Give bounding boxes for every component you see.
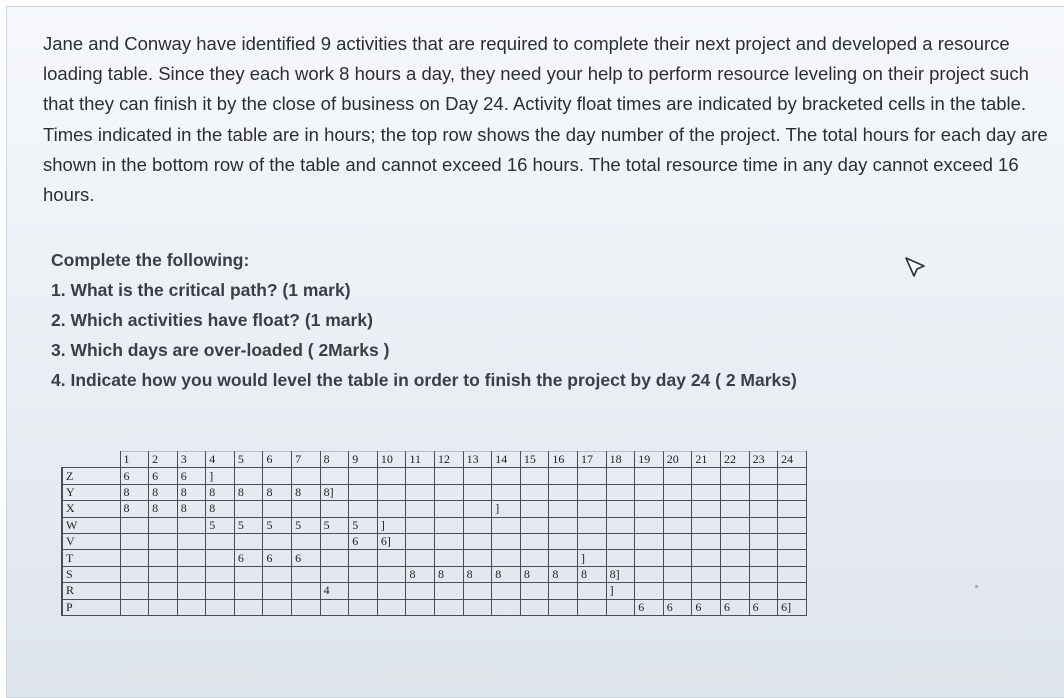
hours-cell: 8 — [578, 566, 607, 582]
hours-cell — [377, 599, 406, 615]
hours-cell — [549, 468, 578, 484]
hours-cell — [234, 566, 263, 582]
hours-cell — [692, 484, 721, 500]
day-number-cell: 16 — [549, 452, 578, 468]
hours-cell — [749, 550, 778, 566]
question-item: 3. Which days are over-loaded ( 2Marks ) — [51, 340, 390, 360]
hours-cell — [435, 484, 464, 500]
hours-cell — [606, 517, 635, 533]
hours-cell — [149, 599, 178, 615]
hours-cell — [578, 517, 607, 533]
hours-cell — [635, 566, 664, 582]
activity-label: V — [62, 533, 120, 549]
hours-cell — [492, 550, 521, 566]
hours-cell — [234, 533, 263, 549]
hours-cell — [549, 583, 578, 599]
hours-cell — [406, 550, 435, 566]
hours-cell — [292, 566, 321, 582]
hours-cell — [349, 501, 378, 517]
hours-cell — [778, 583, 807, 599]
hours-cell — [320, 599, 349, 615]
hours-cell — [263, 533, 292, 549]
hours-cell — [720, 583, 749, 599]
hours-cell — [463, 501, 492, 517]
hours-cell — [149, 517, 178, 533]
hours-cell — [406, 533, 435, 549]
hours-cell — [492, 484, 521, 500]
hours-cell — [692, 501, 721, 517]
hours-cell — [520, 484, 549, 500]
problem-text: Jane and Conway have identified 9 activities that are required to complete their next project and developed a resource loading table. Since they each work 8 hours a day, they need your help to perform resource leveling on their project such that they can finish it by the close of business on Day 24. Activity float times are indicated by bracketed cells in the table. Times indicated in the table are in hours; the top row shows the day number of the project. The total hours for each day are shown in the bottom row of the table and cannot exceed 16 hours. The total resource time in any day cannot exceed 16 hours. — [43, 33, 1048, 206]
hours-cell — [720, 550, 749, 566]
day-number-cell: 2 — [149, 452, 178, 468]
hours-cell: 8 — [177, 484, 206, 500]
hours-cell — [492, 583, 521, 599]
hours-cell: 5 — [349, 517, 378, 533]
hours-cell: 6] — [377, 533, 406, 549]
hours-cell — [435, 583, 464, 599]
hours-cell — [349, 566, 378, 582]
day-number-cell: 12 — [435, 452, 464, 468]
hours-cell — [606, 468, 635, 484]
hours-cell — [292, 501, 321, 517]
hours-cell — [778, 533, 807, 549]
hours-cell — [120, 517, 149, 533]
hours-cell — [177, 583, 206, 599]
resource-loading-table-wrapper — [61, 451, 807, 616]
hours-cell — [435, 468, 464, 484]
hours-cell: 6 — [663, 599, 692, 615]
hours-cell — [492, 533, 521, 549]
hours-cell — [663, 468, 692, 484]
hours-cell: ] — [606, 583, 635, 599]
hours-cell — [578, 533, 607, 549]
hours-cell: 6 — [749, 599, 778, 615]
hours-cell — [120, 599, 149, 615]
hours-cell — [520, 533, 549, 549]
hours-cell — [292, 533, 321, 549]
day-number-cell: 15 — [520, 452, 549, 468]
hours-cell — [463, 550, 492, 566]
hours-cell — [206, 599, 235, 615]
hours-cell — [692, 533, 721, 549]
hours-cell — [435, 501, 464, 517]
hours-cell — [292, 583, 321, 599]
hours-cell — [663, 566, 692, 582]
hours-cell — [463, 484, 492, 500]
hours-cell — [749, 533, 778, 549]
hours-cell — [635, 501, 664, 517]
hours-cell — [663, 517, 692, 533]
hours-cell: 6 — [720, 599, 749, 615]
hours-cell — [720, 501, 749, 517]
hours-cell — [149, 583, 178, 599]
hours-cell — [520, 501, 549, 517]
hours-cell — [749, 583, 778, 599]
hours-cell — [349, 583, 378, 599]
hours-cell — [177, 550, 206, 566]
hours-cell — [606, 599, 635, 615]
hours-cell — [406, 468, 435, 484]
hours-cell — [206, 533, 235, 549]
hours-cell: 8 — [149, 484, 178, 500]
hours-cell — [320, 566, 349, 582]
hours-cell — [263, 468, 292, 484]
hours-cell: 8 — [292, 484, 321, 500]
hours-cell — [635, 583, 664, 599]
activity-row — [62, 501, 806, 517]
hours-cell — [549, 501, 578, 517]
hours-cell — [520, 599, 549, 615]
hours-cell — [120, 533, 149, 549]
hours-cell — [578, 501, 607, 517]
activity-label: X — [62, 501, 120, 517]
hours-cell — [377, 583, 406, 599]
hours-cell — [606, 533, 635, 549]
activity-row — [62, 468, 806, 484]
hours-cell — [263, 501, 292, 517]
hours-cell — [578, 583, 607, 599]
day-number-cell: 20 — [663, 452, 692, 468]
hours-cell — [549, 517, 578, 533]
hours-cell: 8 — [435, 566, 464, 582]
hours-cell — [349, 550, 378, 566]
hours-cell — [320, 501, 349, 517]
hours-cell — [720, 566, 749, 582]
hours-cell — [663, 484, 692, 500]
hours-cell — [177, 517, 206, 533]
hours-cell: 8] — [320, 484, 349, 500]
hours-cell: 6 — [263, 550, 292, 566]
hours-cell — [549, 599, 578, 615]
activity-row — [62, 566, 806, 582]
hours-cell — [720, 517, 749, 533]
hours-cell — [377, 566, 406, 582]
hours-cell — [320, 533, 349, 549]
activity-row — [62, 550, 806, 566]
hours-cell — [635, 517, 664, 533]
activity-label: Y — [62, 484, 120, 500]
hours-cell — [349, 468, 378, 484]
hours-cell — [177, 599, 206, 615]
hours-cell — [206, 583, 235, 599]
hours-cell: 8 — [177, 501, 206, 517]
hours-cell: 6] — [778, 599, 807, 615]
hours-cell — [349, 599, 378, 615]
hours-cell — [692, 517, 721, 533]
hours-cell — [263, 583, 292, 599]
hours-cell: 8 — [149, 501, 178, 517]
hours-cell — [234, 583, 263, 599]
day-number-cell: 13 — [463, 452, 492, 468]
day-number-cell: 4 — [206, 452, 235, 468]
hours-cell: 5 — [206, 517, 235, 533]
hours-cell — [663, 550, 692, 566]
day-number-cell: 21 — [692, 452, 721, 468]
hours-cell — [120, 566, 149, 582]
hours-cell — [778, 484, 807, 500]
hours-cell — [778, 517, 807, 533]
day-number-cell: 7 — [292, 452, 321, 468]
hours-cell: 8 — [120, 484, 149, 500]
hours-cell — [177, 566, 206, 582]
stray-dot — [975, 585, 978, 588]
hours-cell: 6 — [149, 468, 178, 484]
mouse-pointer-icon — [903, 255, 929, 281]
activity-row — [62, 484, 806, 500]
question-item: 1. What is the critical path? (1 mark) — [51, 280, 351, 300]
day-number-cell: 18 — [606, 452, 635, 468]
hours-cell — [692, 566, 721, 582]
hours-cell — [720, 468, 749, 484]
hours-cell: 8 — [234, 484, 263, 500]
hours-cell — [206, 566, 235, 582]
hours-cell: ] — [206, 468, 235, 484]
day-number-cell: 19 — [635, 452, 664, 468]
hours-cell: ] — [377, 517, 406, 533]
content-panel — [6, 6, 1064, 698]
day-number-cell: 22 — [720, 452, 749, 468]
hours-cell: 8 — [492, 566, 521, 582]
hours-cell — [406, 484, 435, 500]
hours-cell: 6 — [635, 599, 664, 615]
hours-cell — [549, 533, 578, 549]
day-number-cell: 1 — [120, 452, 149, 468]
hours-cell — [749, 468, 778, 484]
hours-cell — [778, 566, 807, 582]
hours-cell — [492, 517, 521, 533]
hours-cell: 8 — [263, 484, 292, 500]
hours-cell — [377, 468, 406, 484]
activity-row — [62, 517, 806, 533]
resource-loading-table — [61, 451, 807, 616]
hours-cell — [177, 533, 206, 549]
hours-cell: 6 — [292, 550, 321, 566]
hours-cell — [120, 550, 149, 566]
day-number-cell: 9 — [349, 452, 378, 468]
hours-cell — [635, 468, 664, 484]
hours-cell — [778, 468, 807, 484]
hours-cell — [692, 468, 721, 484]
hours-cell: 5 — [263, 517, 292, 533]
hours-cell — [606, 501, 635, 517]
hours-cell: 8 — [206, 484, 235, 500]
problem-statement — [43, 29, 1063, 210]
hours-cell — [520, 550, 549, 566]
day-number-cell: 10 — [377, 452, 406, 468]
hours-cell: ] — [578, 550, 607, 566]
activity-label: T — [62, 550, 120, 566]
hours-cell — [749, 484, 778, 500]
hours-cell — [377, 484, 406, 500]
day-number-cell: 17 — [578, 452, 607, 468]
hours-cell — [606, 484, 635, 500]
hours-cell: 5 — [320, 517, 349, 533]
hours-cell — [635, 533, 664, 549]
hours-cell — [578, 468, 607, 484]
hours-cell — [377, 501, 406, 517]
hours-cell: 8] — [606, 566, 635, 582]
hours-cell — [149, 533, 178, 549]
hours-cell — [292, 468, 321, 484]
hours-cell — [578, 599, 607, 615]
hours-cell: 8 — [549, 566, 578, 582]
hours-cell — [720, 533, 749, 549]
hours-cell — [349, 484, 378, 500]
activity-label: W — [62, 517, 120, 533]
hours-cell — [406, 517, 435, 533]
day-number-cell: 23 — [749, 452, 778, 468]
hours-cell: 5 — [292, 517, 321, 533]
activity-label: R — [62, 583, 120, 599]
questions-heading: Complete the following: — [51, 250, 250, 270]
hours-cell — [234, 468, 263, 484]
hours-cell: 4 — [320, 583, 349, 599]
hours-cell — [377, 550, 406, 566]
hours-cell — [692, 550, 721, 566]
hours-cell — [435, 599, 464, 615]
hours-cell — [292, 599, 321, 615]
hours-cell: 6 — [692, 599, 721, 615]
activity-row — [62, 583, 806, 599]
hours-cell — [749, 517, 778, 533]
activity-label: S — [62, 566, 120, 582]
hours-cell — [492, 468, 521, 484]
hours-cell — [463, 533, 492, 549]
hours-cell: 6 — [120, 468, 149, 484]
day-number-cell: 24 — [778, 452, 807, 468]
hours-cell: 6 — [349, 533, 378, 549]
hours-cell: 6 — [234, 550, 263, 566]
hours-cell — [492, 599, 521, 615]
hours-cell — [635, 550, 664, 566]
hours-cell — [120, 583, 149, 599]
hours-cell — [234, 599, 263, 615]
activity-row — [62, 599, 806, 615]
hours-cell — [406, 583, 435, 599]
hours-cell — [778, 501, 807, 517]
hours-cell — [720, 484, 749, 500]
hours-cell — [520, 517, 549, 533]
hours-cell — [435, 550, 464, 566]
hours-cell — [606, 550, 635, 566]
hours-cell — [463, 517, 492, 533]
hours-cell — [692, 583, 721, 599]
hours-cell — [663, 583, 692, 599]
hours-cell — [435, 533, 464, 549]
hours-cell — [549, 550, 578, 566]
hours-cell — [635, 484, 664, 500]
day-number-cell: 3 — [177, 452, 206, 468]
question-item: 4. Indicate how you would level the table in order to finish the project by day 24 ( 2 Marks) — [51, 370, 797, 390]
question-list — [51, 245, 951, 395]
hours-cell — [320, 550, 349, 566]
day-number-cell: 6 — [263, 452, 292, 468]
day-header-row — [62, 452, 806, 468]
hours-cell: 8 — [520, 566, 549, 582]
hours-cell — [578, 484, 607, 500]
hours-cell: 8 — [120, 501, 149, 517]
hours-cell — [435, 517, 464, 533]
hours-cell — [406, 501, 435, 517]
hours-cell — [463, 599, 492, 615]
hours-cell — [320, 468, 349, 484]
hours-cell — [549, 484, 578, 500]
hours-cell — [149, 550, 178, 566]
hours-cell: 8 — [463, 566, 492, 582]
day-number-cell: 14 — [492, 452, 521, 468]
hours-cell — [263, 599, 292, 615]
hours-cell — [749, 566, 778, 582]
day-number-cell: 5 — [234, 452, 263, 468]
activity-row — [62, 533, 806, 549]
hours-cell: 5 — [234, 517, 263, 533]
corner-cell — [62, 452, 120, 468]
question-item: 2. Which activities have float? (1 mark) — [51, 310, 373, 330]
hours-cell — [234, 501, 263, 517]
hours-cell — [778, 550, 807, 566]
hours-cell — [749, 501, 778, 517]
activity-label: P — [62, 599, 120, 615]
activity-label: Z — [62, 468, 120, 484]
hours-cell — [206, 550, 235, 566]
hours-cell — [520, 583, 549, 599]
hours-cell — [406, 599, 435, 615]
hours-cell — [663, 533, 692, 549]
hours-cell — [663, 501, 692, 517]
hours-cell: ] — [492, 501, 521, 517]
hours-cell — [149, 566, 178, 582]
day-number-cell: 11 — [406, 452, 435, 468]
day-number-cell: 8 — [320, 452, 349, 468]
hours-cell — [263, 566, 292, 582]
hours-cell — [463, 468, 492, 484]
hours-cell — [463, 583, 492, 599]
hours-cell: 6 — [177, 468, 206, 484]
hours-cell: 8 — [206, 501, 235, 517]
hours-cell — [520, 468, 549, 484]
hours-cell: 8 — [406, 566, 435, 582]
